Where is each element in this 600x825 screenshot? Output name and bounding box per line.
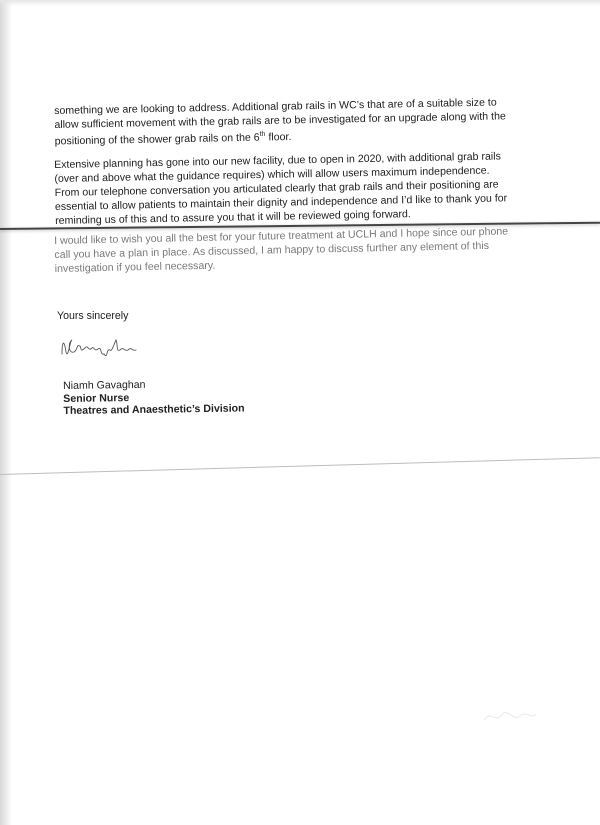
ordinal-superscript: th bbox=[259, 130, 266, 139]
show-through-mark bbox=[480, 700, 540, 730]
closing-salutation: Yours sincerely bbox=[57, 310, 129, 322]
signatory-name: Niamh Gavaghan bbox=[63, 378, 146, 392]
signatory-title: Senior Nurse bbox=[63, 391, 130, 405]
paragraph-1-end: floor. bbox=[265, 130, 292, 144]
paragraph-1-text: something we are looking to address. Additional grab rails in WC’s that are of a suitable size to allow sufficient movement with the grab rails are to be investigated for an upgrade along with the positioning of the shower grab rails on the 6 bbox=[54, 96, 506, 148]
paragraph-grab-rails-upgrade bbox=[54, 95, 517, 148]
scan-top-edge bbox=[0, 0, 600, 6]
paragraph-best-wishes: I would like to wish you all the best for your future treatment at UCLH and I hope since our phone call you have a plan in place. As discussed, I am happy to discuss further any element of this investigation if you feel necessary. bbox=[54, 225, 509, 275]
page-crease bbox=[0, 457, 600, 475]
signatory-division: Theatres and Anaesthetic’s Division bbox=[63, 402, 245, 417]
signature-block bbox=[63, 377, 245, 417]
handwritten-signature bbox=[58, 332, 158, 362]
scan-left-shadow bbox=[0, 0, 12, 825]
paragraph-new-facility: Extensive planning has gone into our new facility, due to open in 2020, with additional grab rails (over and above what the guidance requires) which will allow users maximum independence. From our telephone conversation you articulated clearly that grab rails and their positioning are essential to allow patients to maintain their dignity and independence and I’d like to thank you for reminding us of this and to assure you that it will be reviewed going forward. bbox=[54, 150, 508, 227]
